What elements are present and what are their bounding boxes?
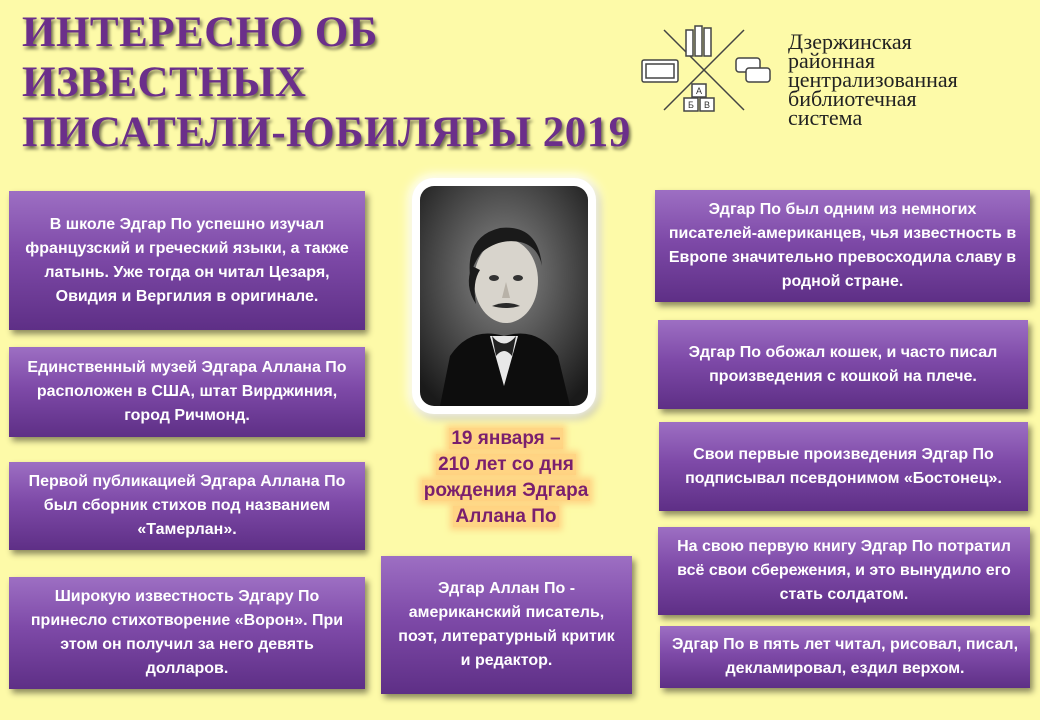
library-name-line: библиотечная: [788, 86, 917, 111]
fact-card-cats: Эдгар По обожал кошек, и часто писал произведения с кошкой на плече.: [658, 320, 1028, 409]
title-line-2: ИЗВЕСТНЫХ: [22, 59, 307, 106]
library-logo-icon: [634, 12, 774, 122]
fact-card-first-book: На свою первую книгу Эдгар По потратил всё свои сбережения, и это вынудило его стать солдатом.: [658, 527, 1030, 615]
anniversary-line-2: 210 лет со дня: [438, 454, 574, 475]
fact-card-first-publication: Первой публикацией Эдгара Аллана По был сборник стихов под названием «Тамерлан».: [9, 462, 365, 550]
title-line-3: ПИСАТЕЛИ-ЮБИЛЯРЫ 2019: [22, 109, 631, 156]
anniversary-line-4: Аллана По: [455, 506, 557, 527]
library-name-line: централизованная: [788, 67, 958, 92]
library-name-line: система: [788, 105, 863, 130]
fact-card-pseudonym: Свои первые произведения Эдгар По подписывал псевдонимом «Бостонец».: [659, 422, 1028, 511]
fact-card-raven: Широкую известность Эдгару По принесло стихотворение «Ворон». При этом он получил за него девять долларов.: [9, 577, 365, 689]
portrait-frame: [412, 178, 596, 414]
page-title: [22, 8, 642, 158]
library-name: [788, 29, 1028, 130]
fact-card-about-poe: Эдгар Аллан По - американский писатель, поэт, литературный критик и редактор.: [381, 556, 632, 694]
anniversary-line-1: 19 января –: [451, 428, 561, 449]
fact-card-museum: Единственный музей Эдгара Аллана По расположен в США, штат Вирджиния, город Ричмонд.: [9, 347, 365, 437]
fact-card-childhood: Эдгар По в пять лет читал, рисовал, писал, декламировал, ездил верхом.: [660, 626, 1030, 688]
fact-card-europe-fame: Эдгар По был одним из немногих писателей-американцев, чья известность в Европе значительно превосходила славу в родной стране.: [655, 190, 1030, 302]
poe-portrait-image: [420, 186, 588, 406]
logo-letter-a: А: [695, 86, 703, 96]
logo-letter-v: В: [703, 100, 711, 110]
logo-letter-b: Б: [688, 100, 694, 110]
library-name-line: Дзержинская: [788, 29, 912, 54]
fact-card-school: В школе Эдгар По успешно изучал французский и греческий языки, а также латынь. Уже тогда он читал Цезаря, Овидия и Вергилия в оригинале.: [9, 191, 365, 330]
title-line-1: ИНТЕРЕСНО ОБ: [22, 9, 378, 56]
anniversary-caption: [400, 426, 612, 530]
anniversary-line-3: рождения Эдгара: [423, 480, 589, 501]
library-name-line: районная: [788, 48, 875, 73]
